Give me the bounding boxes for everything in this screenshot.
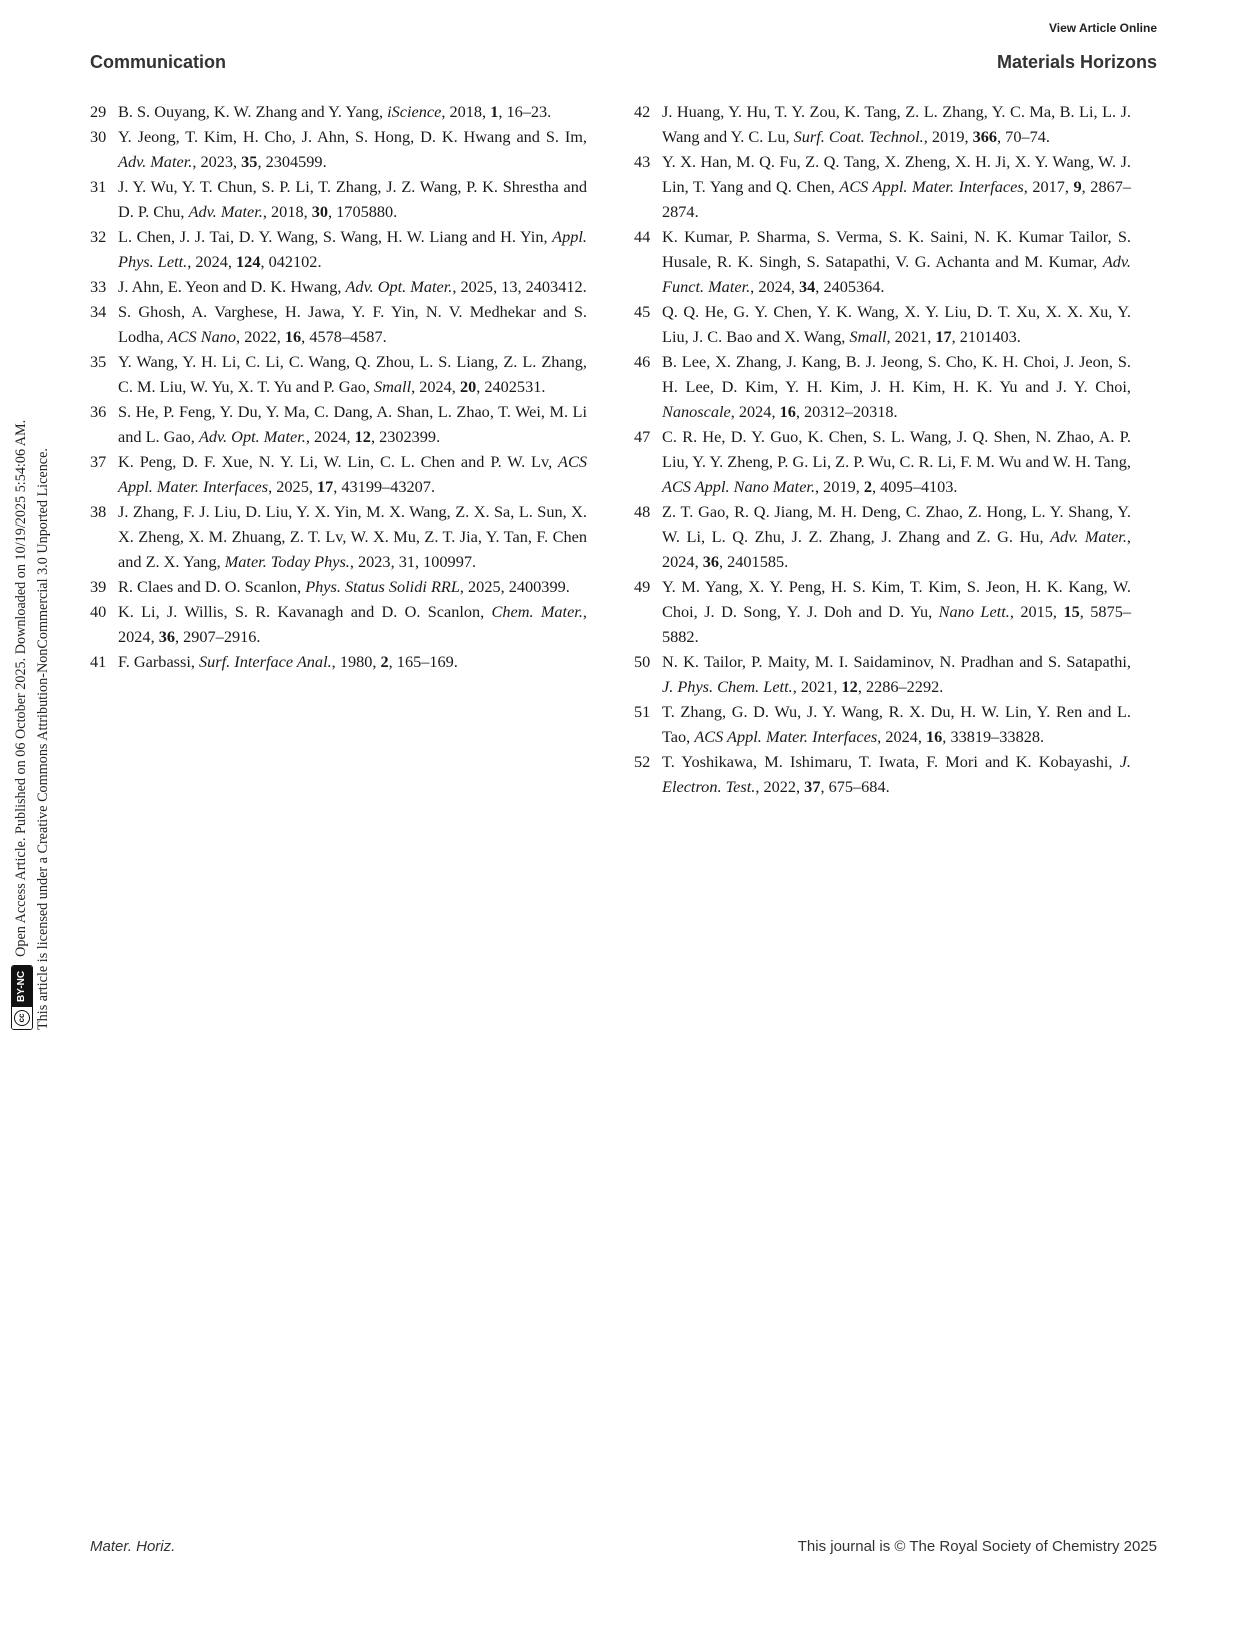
reference-item [634, 349, 1131, 424]
reference-number: 30 [90, 127, 107, 146]
reference-number: 52 [634, 752, 651, 771]
reference-number: 46 [634, 352, 651, 371]
reference-item [634, 299, 1131, 349]
reference-text: Y. M. Yang, X. Y. Peng, H. S. Kim, T. Kim, S. Jeon, H. K. Kang, W. Choi, J. D. Song, Y. J. Doh and D. Yu, Nano Lett., 2015, 15, 5875–5882. [662, 577, 1131, 646]
reference-number: 47 [634, 427, 651, 446]
reference-item [90, 349, 587, 399]
reference-text: Y. Wang, Y. H. Li, C. Li, C. Wang, Q. Zhou, L. S. Liang, Z. L. Zhang, C. M. Liu, W. Yu, X. T. Yu and P. Gao, Small, 2024, 20, 2402531. [118, 352, 587, 396]
reference-item [90, 399, 587, 449]
reference-text: Y. Jeong, T. Kim, H. Cho, J. Ahn, S. Hong, D. K. Hwang and S. Im, Adv. Mater., 2023, 35, 2304599. [118, 127, 587, 171]
open-access-notice: Open Access Article. Published on 06 October 2025. Downloaded on 10/19/2025 5:54:06 AM. [13, 419, 29, 957]
reference-text: B. S. Ouyang, K. W. Zhang and Y. Yang, iScience, 2018, 1, 16–23. [118, 102, 552, 121]
reference-item [634, 749, 1131, 799]
footer-journal-abbrev: Mater. Horiz. [90, 1538, 176, 1555]
reference-text: S. Ghosh, A. Varghese, H. Jawa, Y. F. Yin, N. V. Medhekar and S. Lodha, ACS Nano, 2022, 16, 4578–4587. [118, 302, 587, 346]
reference-text: Y. X. Han, M. Q. Fu, Z. Q. Tang, X. Zheng, X. H. Ji, X. Y. Wang, W. J. Lin, T. Yang and Q. Chen, ACS Appl. Mater. Interfaces, 2017, 9, 2867–2874. [662, 152, 1132, 221]
reference-text: F. Garbassi, Surf. Interface Anal., 1980, 2, 165–169. [118, 652, 458, 671]
references-right-column [634, 99, 1131, 799]
reference-item [90, 449, 587, 499]
reference-item [90, 124, 587, 174]
reference-item [634, 499, 1131, 574]
reference-number: 50 [634, 652, 651, 671]
reference-text: L. Chen, J. J. Tai, D. Y. Wang, S. Wang, H. W. Liang and H. Yin, Appl. Phys. Lett., 2024, 124, 042102. [118, 227, 587, 271]
reference-item [90, 174, 587, 224]
footer-copyright: This journal is © The Royal Society of Chemistry 2025 [797, 1538, 1157, 1555]
reference-number: 43 [634, 152, 651, 171]
reference-text: K. Li, J. Willis, S. R. Kavanagh and D. O. Scanlon, Chem. Mater., 2024, 36, 2907–2916. [118, 602, 587, 646]
reference-text: C. R. He, D. Y. Guo, K. Chen, S. L. Wang, J. Q. Shen, N. Zhao, A. P. Liu, Y. Y. Zheng, P. G. Li, Z. P. Wu, C. R. Li, F. M. Wu and W. H. Tang, ACS Appl. Nano Mater., 2019, 2, 4095–4103. [662, 427, 1131, 496]
reference-item [90, 599, 587, 649]
reference-number: 49 [634, 577, 651, 596]
reference-number: 41 [90, 652, 107, 671]
reference-text: K. Kumar, P. Sharma, S. Verma, S. K. Saini, N. K. Kumar Tailor, S. Husale, R. K. Singh, S. Satapathi, V. G. Achanta and M. Kumar, Adv. Funct. Mater., 2024, 34, 2405364. [662, 227, 1131, 296]
reference-text: Z. T. Gao, R. Q. Jiang, M. H. Deng, C. Zhao, Z. Hong, L. Y. Shang, Y. W. Li, L. Q. Zhu, J. Z. Zhang, J. Zhang and Z. G. Hu, Adv. Mater., 2024, 36, 2401585. [662, 502, 1131, 571]
reference-number: 35 [90, 352, 107, 371]
reference-number: 38 [90, 502, 107, 521]
reference-text: T. Yoshikawa, M. Ishimaru, T. Iwata, F. Mori and K. Kobayashi, J. Electron. Test., 2022, 37, 675–684. [662, 752, 1131, 796]
reference-number: 45 [634, 302, 651, 321]
reference-item [90, 99, 587, 124]
reference-text: N. K. Tailor, P. Maity, M. I. Saidaminov, N. Pradhan and S. Satapathi, J. Phys. Chem. Lett., 2021, 12, 2286–2292. [662, 652, 1131, 696]
reference-number: 37 [90, 452, 107, 471]
cc-icon: cc [14, 1010, 30, 1026]
reference-number: 48 [634, 502, 651, 521]
reference-text: T. Zhang, G. D. Wu, J. Y. Wang, R. X. Du, H. W. Lin, Y. Ren and L. Tao, ACS Appl. Mater. Interfaces, 2024, 16, 33819–33828. [662, 702, 1131, 746]
reference-item [90, 499, 587, 574]
reference-item [90, 299, 587, 349]
reference-number: 29 [90, 102, 107, 121]
view-article-online-link[interactable]: View Article Online [1048, 21, 1157, 35]
reference-number: 40 [90, 602, 107, 621]
reference-number: 33 [90, 277, 107, 296]
reference-number: 34 [90, 302, 107, 321]
reference-number: 31 [90, 177, 107, 196]
references-left-column [90, 99, 587, 674]
reference-item [634, 699, 1131, 749]
reference-item [90, 224, 587, 274]
reference-text: J. Ahn, E. Yeon and D. K. Hwang, Adv. Opt. Mater., 2025, 13, 2403412. [118, 277, 587, 296]
reference-item [634, 574, 1131, 649]
reference-number: 39 [90, 577, 107, 596]
reference-number: 32 [90, 227, 107, 246]
reference-text: J. Zhang, F. J. Liu, D. Liu, Y. X. Yin, M. X. Wang, Z. X. Sa, L. Sun, X. X. Zheng, X. M. Zhuang, Z. T. Lv, W. X. Mu, Z. T. Jia, Y. Tan, F. Chen and Z. X. Yang, Mater. Today Phys., 2023, 31, 100997. [118, 502, 587, 571]
reference-text: J. Y. Wu, Y. T. Chun, S. P. Li, T. Zhang, J. Z. Wang, P. K. Shrestha and D. P. Chu, Adv. Mater., 2018, 30, 1705880. [118, 177, 587, 221]
reference-number: 42 [634, 102, 651, 121]
reference-number: 36 [90, 402, 107, 421]
reference-text: B. Lee, X. Zhang, J. Kang, B. J. Jeong, S. Cho, K. H. Choi, J. Jeon, S. H. Lee, D. Kim, Y. H. Kim, J. H. Kim, H. K. Yu and J. Y. Choi, Nanoscale, 2024, 16, 20312–20318. [662, 352, 1131, 421]
reference-text: K. Peng, D. F. Xue, N. Y. Li, W. Lin, C. L. Chen and P. W. Lv, ACS Appl. Mater. Interfaces, 2025, 17, 43199–43207. [118, 452, 587, 496]
journal-name: Materials Horizons [996, 52, 1157, 72]
section-label: Communication [90, 52, 227, 72]
reference-text: Q. Q. He, G. Y. Chen, Y. K. Wang, X. Y. Liu, D. T. Xu, X. X. Xu, Y. Liu, J. C. Bao and X. Wang, Small, 2021, 17, 2101403. [662, 302, 1131, 346]
open-access-banner [8, 170, 56, 1030]
reference-item [634, 424, 1131, 499]
reference-item [634, 149, 1131, 224]
cc-by-nc-badge[interactable] [11, 965, 33, 1030]
reference-item [90, 574, 587, 599]
reference-item [634, 224, 1131, 299]
reference-number: 44 [634, 227, 651, 246]
reference-item [634, 99, 1131, 149]
reference-item [90, 274, 587, 299]
reference-text: S. He, P. Feng, Y. Du, Y. Ma, C. Dang, A. Shan, L. Zhao, T. Wei, M. Li and L. Gao, Adv. Opt. Mater., 2024, 12, 2302399. [118, 402, 587, 446]
reference-item [90, 649, 587, 674]
licence-link[interactable]: This article is licensed under a Creative Commons Attribution-NonCommercial 3.0 Unported Licence. [34, 448, 51, 1030]
reference-number: 51 [634, 702, 651, 721]
cc-badge-text: BY-NC [12, 966, 32, 1007]
reference-item [634, 649, 1131, 699]
reference-text: J. Huang, Y. Hu, T. Y. Zou, K. Tang, Z. L. Zhang, Y. C. Ma, B. Li, L. J. Wang and Y. C. Lu, Surf. Coat. Technol., 2019, 366, 70–74. [662, 102, 1131, 146]
reference-text: R. Claes and D. O. Scanlon, Phys. Status Solidi RRL, 2025, 2400399. [118, 577, 570, 596]
